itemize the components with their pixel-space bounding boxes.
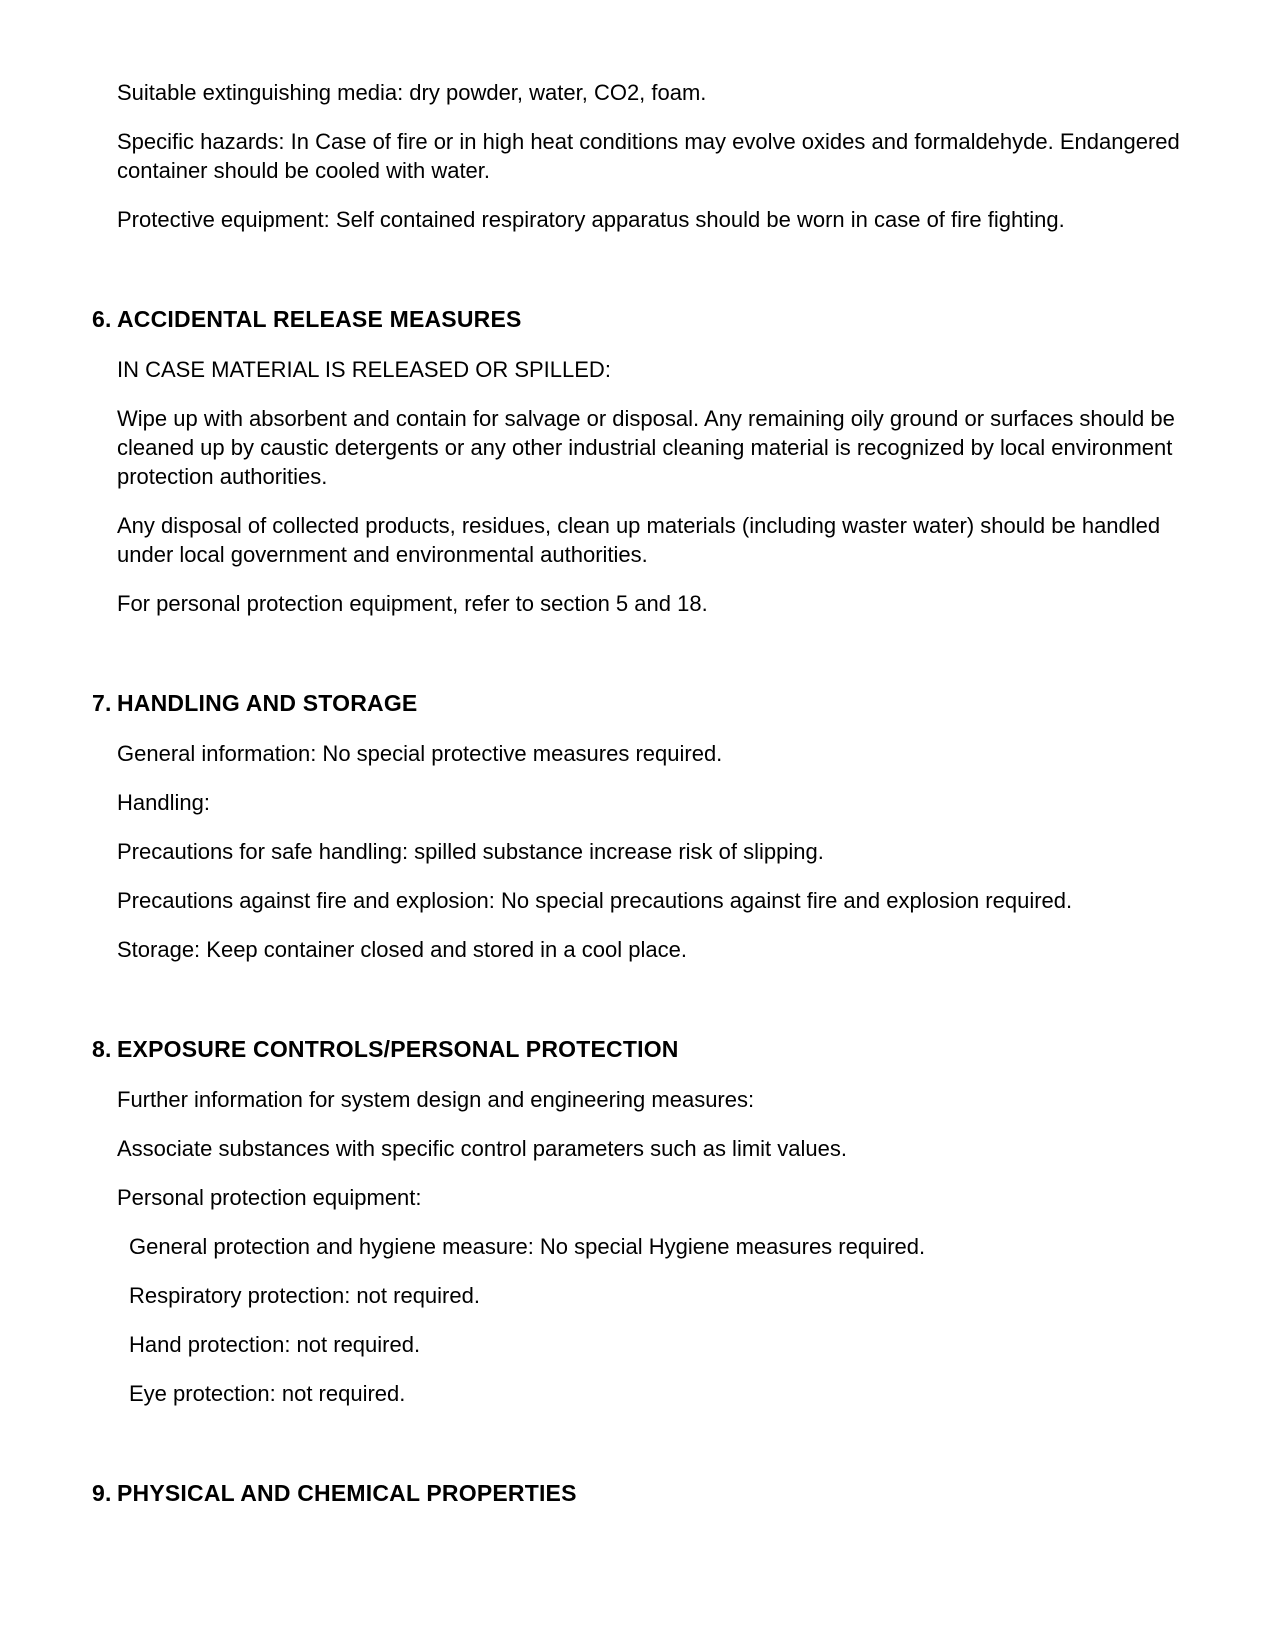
section-exposure-controls — [92, 1034, 1189, 1408]
section-heading — [92, 1034, 1189, 1064]
section-accidental-release-measures — [92, 304, 1189, 618]
section-heading — [92, 1478, 1189, 1508]
document-content — [92, 78, 1189, 1529]
paragraph-in-case-released: IN CASE MATERIAL IS RELEASED OR SPILLED: — [117, 357, 611, 382]
paragraph-refer-to-section: For personal protection equipment, refer to section 5 and 18. — [117, 591, 708, 616]
section-title: PHYSICAL AND CHEMICAL PROPERTIES — [117, 1480, 577, 1506]
section-title: HANDLING AND STORAGE — [117, 690, 418, 716]
section-number: 9. — [92, 1480, 112, 1506]
paragraph-wipe-up: Wipe up with absorbent and contain for salvage or disposal. Any remaining oily ground or surfaces should be cleaned up by caustic detergents or any other industrial cleaning material is recognized by local environment protection authorities. — [117, 406, 1175, 489]
paragraph-precautions-safe-handling: Precautions for safe handling: spilled substance increase risk of slipping. — [117, 839, 824, 864]
section-number: 7. — [92, 690, 112, 716]
paragraph-handling: Handling: — [117, 790, 210, 815]
paragraph-further-information: Further information for system design and engineering measures: — [117, 1087, 755, 1112]
section-physical-chemical-properties — [92, 1478, 1189, 1508]
paragraph-precautions-fire-explosion: Precautions against fire and explosion: No special precautions against fire and explosion required. — [117, 888, 1073, 913]
paragraph-extinguishing-media: Suitable extinguishing media: dry powder, water, CO2, foam. — [117, 80, 707, 105]
paragraph-eye-protection: Eye protection: not required. — [129, 1381, 406, 1406]
paragraph-general-protection-hygiene: General protection and hygiene measure: No special Hygiene measures required. — [129, 1234, 926, 1259]
paragraph-hand-protection: Hand protection: not required. — [129, 1332, 421, 1357]
section-handling-and-storage — [92, 688, 1189, 964]
paragraph-respiratory-protection: Respiratory protection: not required. — [129, 1283, 480, 1308]
paragraph-any-disposal: Any disposal of collected products, residues, clean up materials (including waster water) should be handled under local government and environmental authorities. — [117, 513, 1161, 567]
paragraph-personal-protection-equipment: Personal protection equipment: — [117, 1185, 422, 1210]
section-heading — [92, 304, 1189, 334]
paragraph-storage: Storage: Keep container closed and stored in a cool place. — [117, 937, 687, 962]
section-heading — [92, 688, 1189, 718]
paragraph-specific-hazards: Specific hazards: In Case of fire or in high heat conditions may evolve oxides and formaldehyde. Endangered container should be cooled with water. — [117, 129, 1180, 183]
paragraph-associate-substances: Associate substances with specific control parameters such as limit values. — [117, 1136, 847, 1161]
paragraph-protective-equipment: Protective equipment: Self contained respiratory apparatus should be worn in case of fire fighting. — [117, 207, 1065, 232]
section-number: 6. — [92, 306, 112, 332]
section-title: EXPOSURE CONTROLS/PERSONAL PROTECTION — [117, 1036, 679, 1062]
section-title: ACCIDENTAL RELEASE MEASURES — [117, 306, 522, 332]
section-number: 8. — [92, 1036, 112, 1062]
paragraph-general-information: General information: No special protective measures required. — [117, 741, 723, 766]
